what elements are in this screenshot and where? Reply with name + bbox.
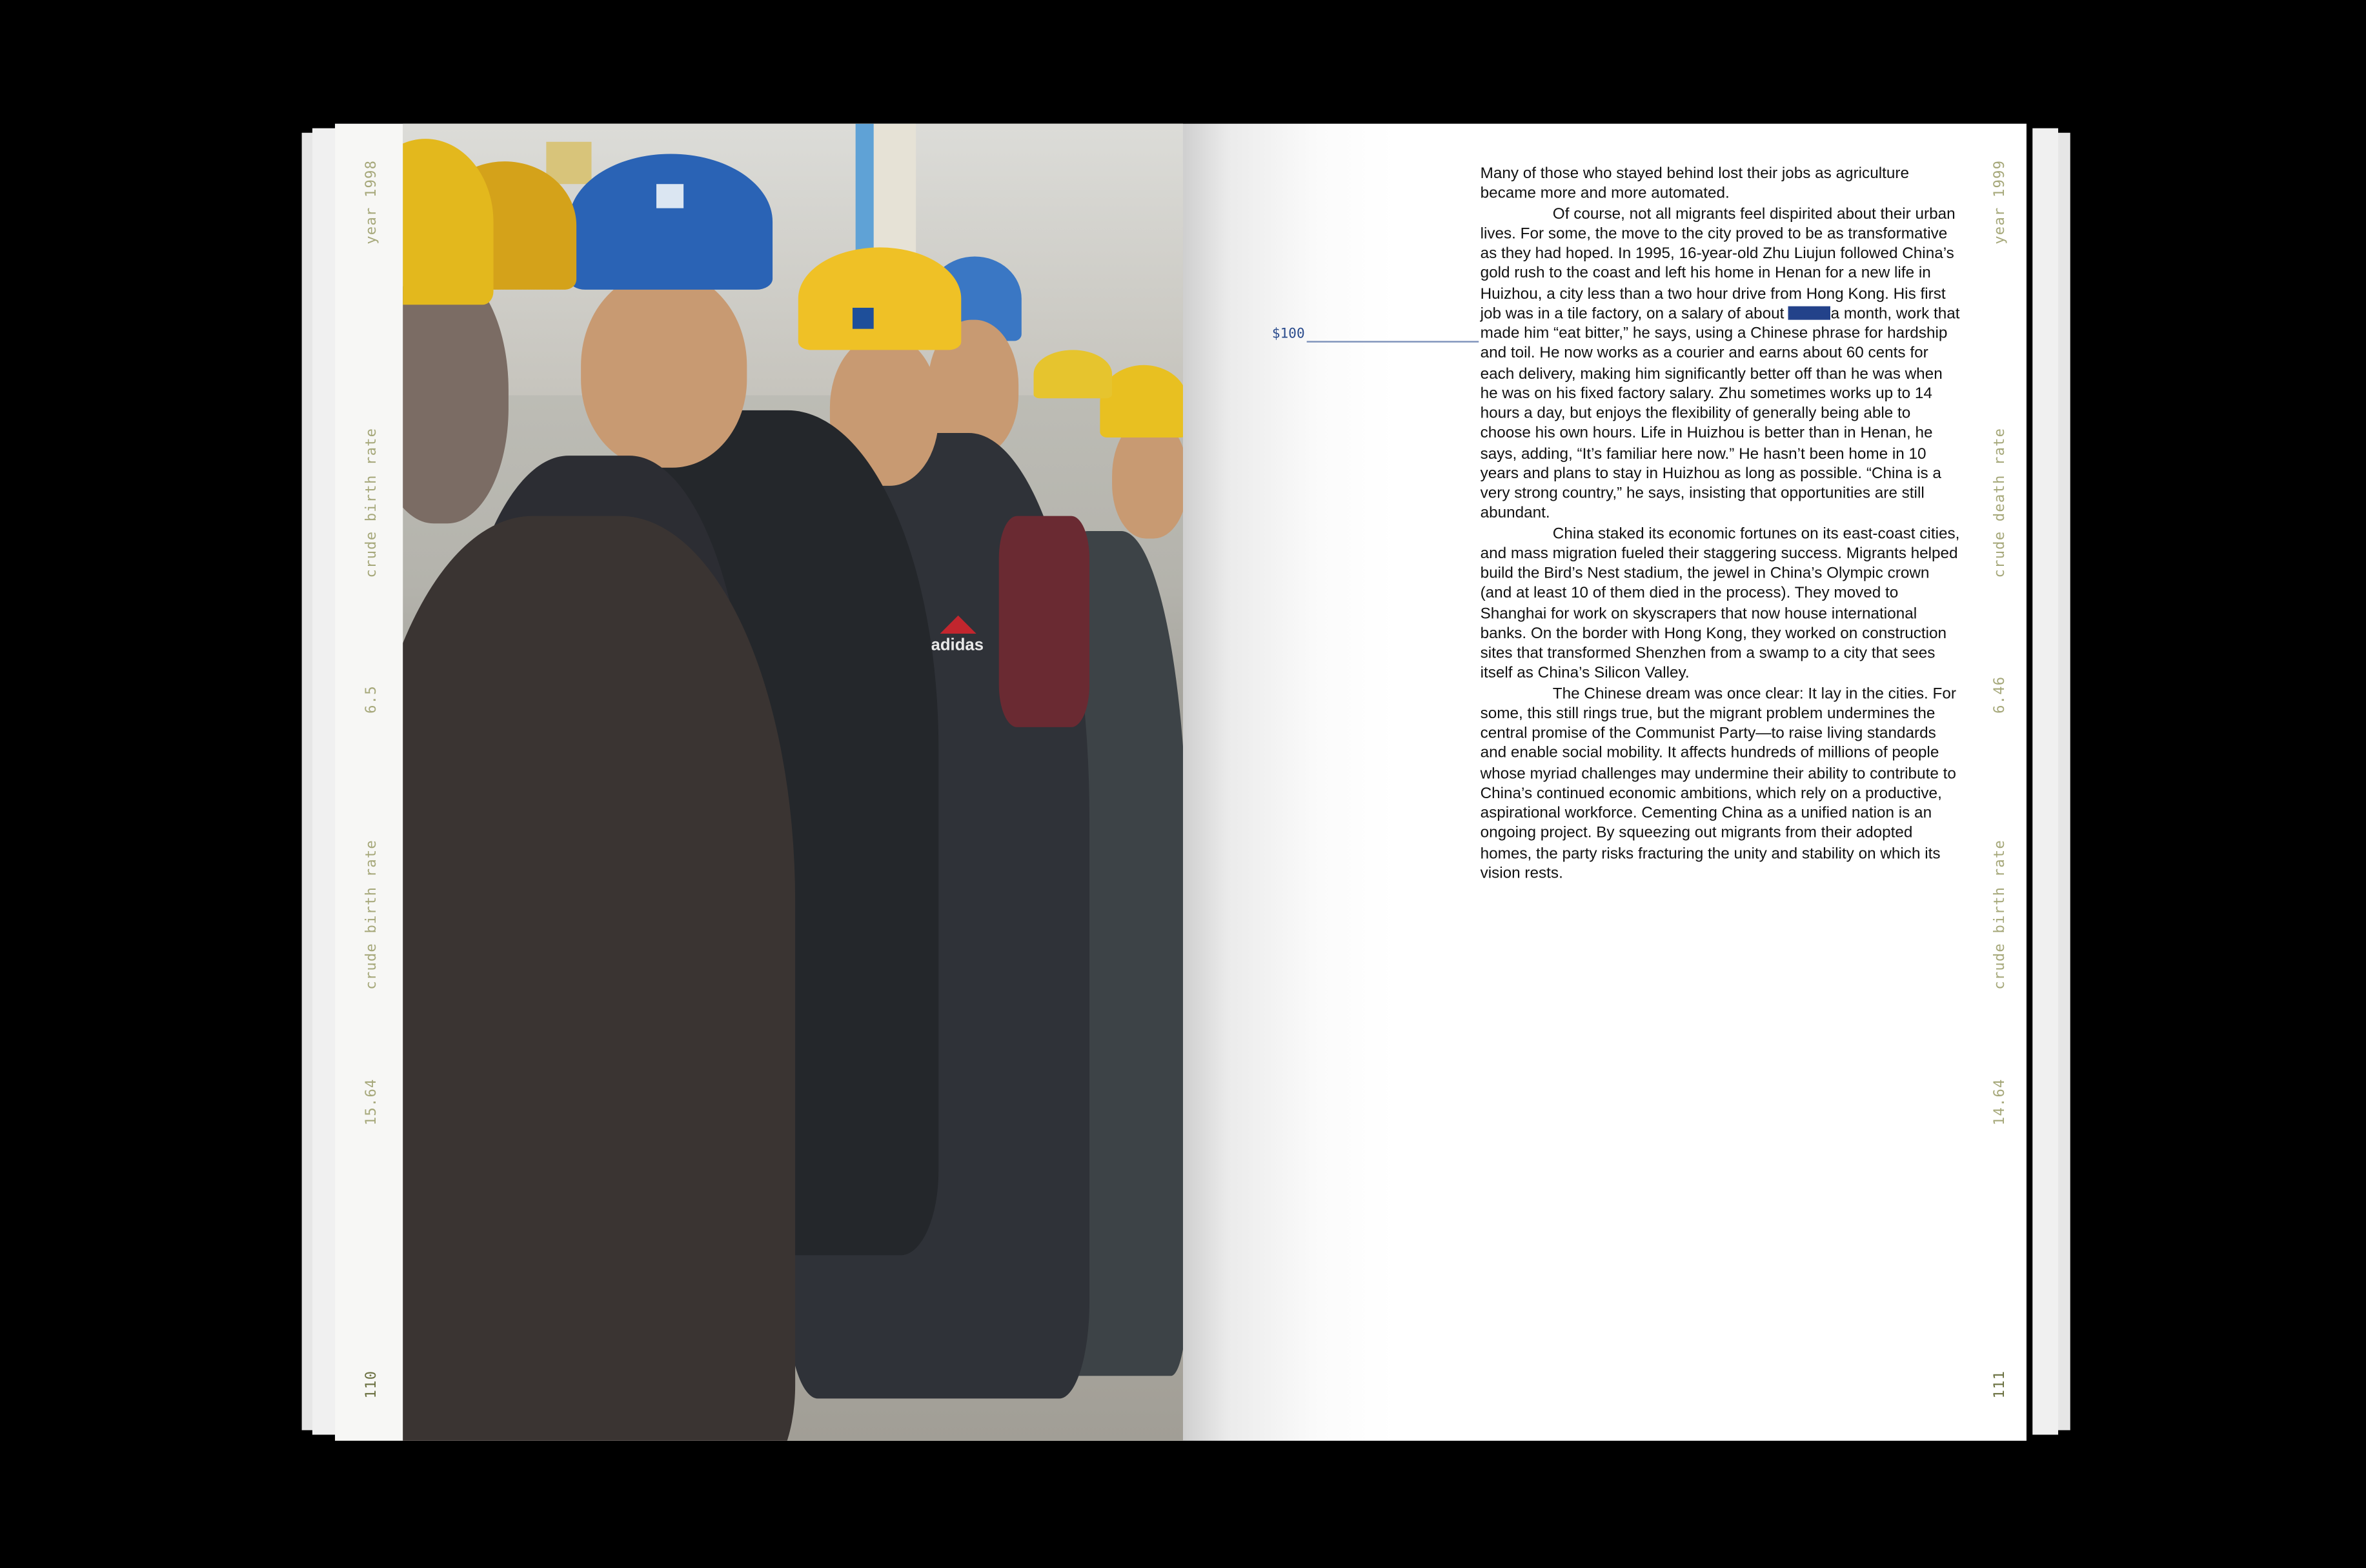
jacket-logo-mark bbox=[940, 616, 976, 634]
paragraph-2-after: a month, work that made him “eat bitter,” he says, using a Chinese phrase for hardship and toil. He now works as a courier and earns about 60 cents for each delivery, making him significantly better off than he was when he was on his fixed factory salary. Zhu sometimes works up to 14 hours a day, but enjoys the flexibility of generally being able to choose his own hours. Life in Huizhou is better than in Henan, he says, adding, “It’s familiar here now.” He hasn’t been home in 10 years and plans to stay in Huizhou as long as possible. “China is a very strong country,” he says, insisting that opportunities are still abundant. bbox=[1480, 306, 1960, 523]
margin-annotation: $100 bbox=[1271, 327, 1305, 343]
right-label-year: year 1999 bbox=[1992, 159, 2008, 245]
right-page-number: 111 bbox=[1992, 1370, 2008, 1399]
worker-foreground-body bbox=[403, 516, 795, 1441]
redaction-block bbox=[1788, 306, 1830, 319]
right-label-value-1: 6.46 bbox=[1992, 676, 2008, 714]
left-page-number: 110 bbox=[363, 1370, 381, 1399]
worker-center-sleeve bbox=[999, 516, 1089, 727]
right-label-crude-birth-rate: crude birth rate bbox=[1992, 839, 2008, 990]
right-label-value-2: 14.64 bbox=[1992, 1078, 2008, 1126]
paragraph-1: Many of those who stayed behind lost their jobs as agriculture became more and more automated. bbox=[1480, 166, 1909, 203]
background-helmet-yellow bbox=[1034, 350, 1113, 398]
worker-blue-helmet-helmet bbox=[569, 154, 773, 289]
page-stack-right-front bbox=[2032, 128, 2058, 1435]
blue-helmet-sticker bbox=[656, 184, 683, 208]
left-label-value-1: 6.5 bbox=[363, 685, 381, 714]
right-label-crude-death-rate: crude death rate bbox=[1992, 427, 2008, 578]
worker-blue-helmet-head bbox=[581, 272, 747, 468]
jacket-logo-text: adidas bbox=[931, 636, 984, 655]
worker-center-helmet bbox=[798, 247, 962, 350]
paragraph-3: China staked its economic fortunes on its east-coast cities, and mass migration fueled their staggering success. Migrants helped build the Bird’s Nest stadium, the jewel in China’s Olympic crown (and at least 10 of them died in the process). They moved to Shanghai for work on skyscrapers that now house international banks. On the border with Hong Kong, they worked on construction sites that transformed Shenzhen from a swamp to a city that sees itself as China’s Silicon Valley. bbox=[1480, 525, 1960, 683]
annotation-leader-line bbox=[1307, 341, 1479, 342]
article-body bbox=[1481, 165, 1963, 884]
left-label-crude-birth-rate-1: crude birth rate bbox=[363, 427, 381, 578]
left-label-year: year 1998 bbox=[363, 159, 381, 245]
worker-right-helmet bbox=[1100, 365, 1183, 437]
left-label-crude-birth-rate-2: crude birth rate bbox=[363, 839, 381, 990]
workers-photo bbox=[403, 124, 1183, 1441]
left-label-value-2: 15.64 bbox=[363, 1078, 381, 1126]
paragraph-2-before: Of course, not all migrants feel dispirited about their urban lives. For some, the move to the city proved to be as transformative as they had hoped. In 1995, 16-year-old Zhu Liujun followed China’s gold rush to the coast and left his home in Henan for a new life in Huizhou, a city less than a two hour drive from Hong Kong. His first job was in a tile factory, on a salary of about bbox=[1480, 206, 1956, 323]
helmet-sticker bbox=[853, 308, 874, 329]
paragraph-2 bbox=[1481, 205, 1963, 525]
paragraph-4: The Chinese dream was once clear: It lay in the cities. For some, this still rings true, but the migrant problem undermines the central promise of the Communist Party—to raise living standards and enable social mobility. It affects hundreds of millions of people whose myriad challenges may undermine their ability to contribute to China’s continued economic ambitions, which rely on a productive, aspirational workforce. Cementing China as a unified nation is an ongoing project. By squeezing out migrants from their adopted homes, the party risks fracturing the unity and stability on which its vision rests. bbox=[1480, 685, 1956, 883]
